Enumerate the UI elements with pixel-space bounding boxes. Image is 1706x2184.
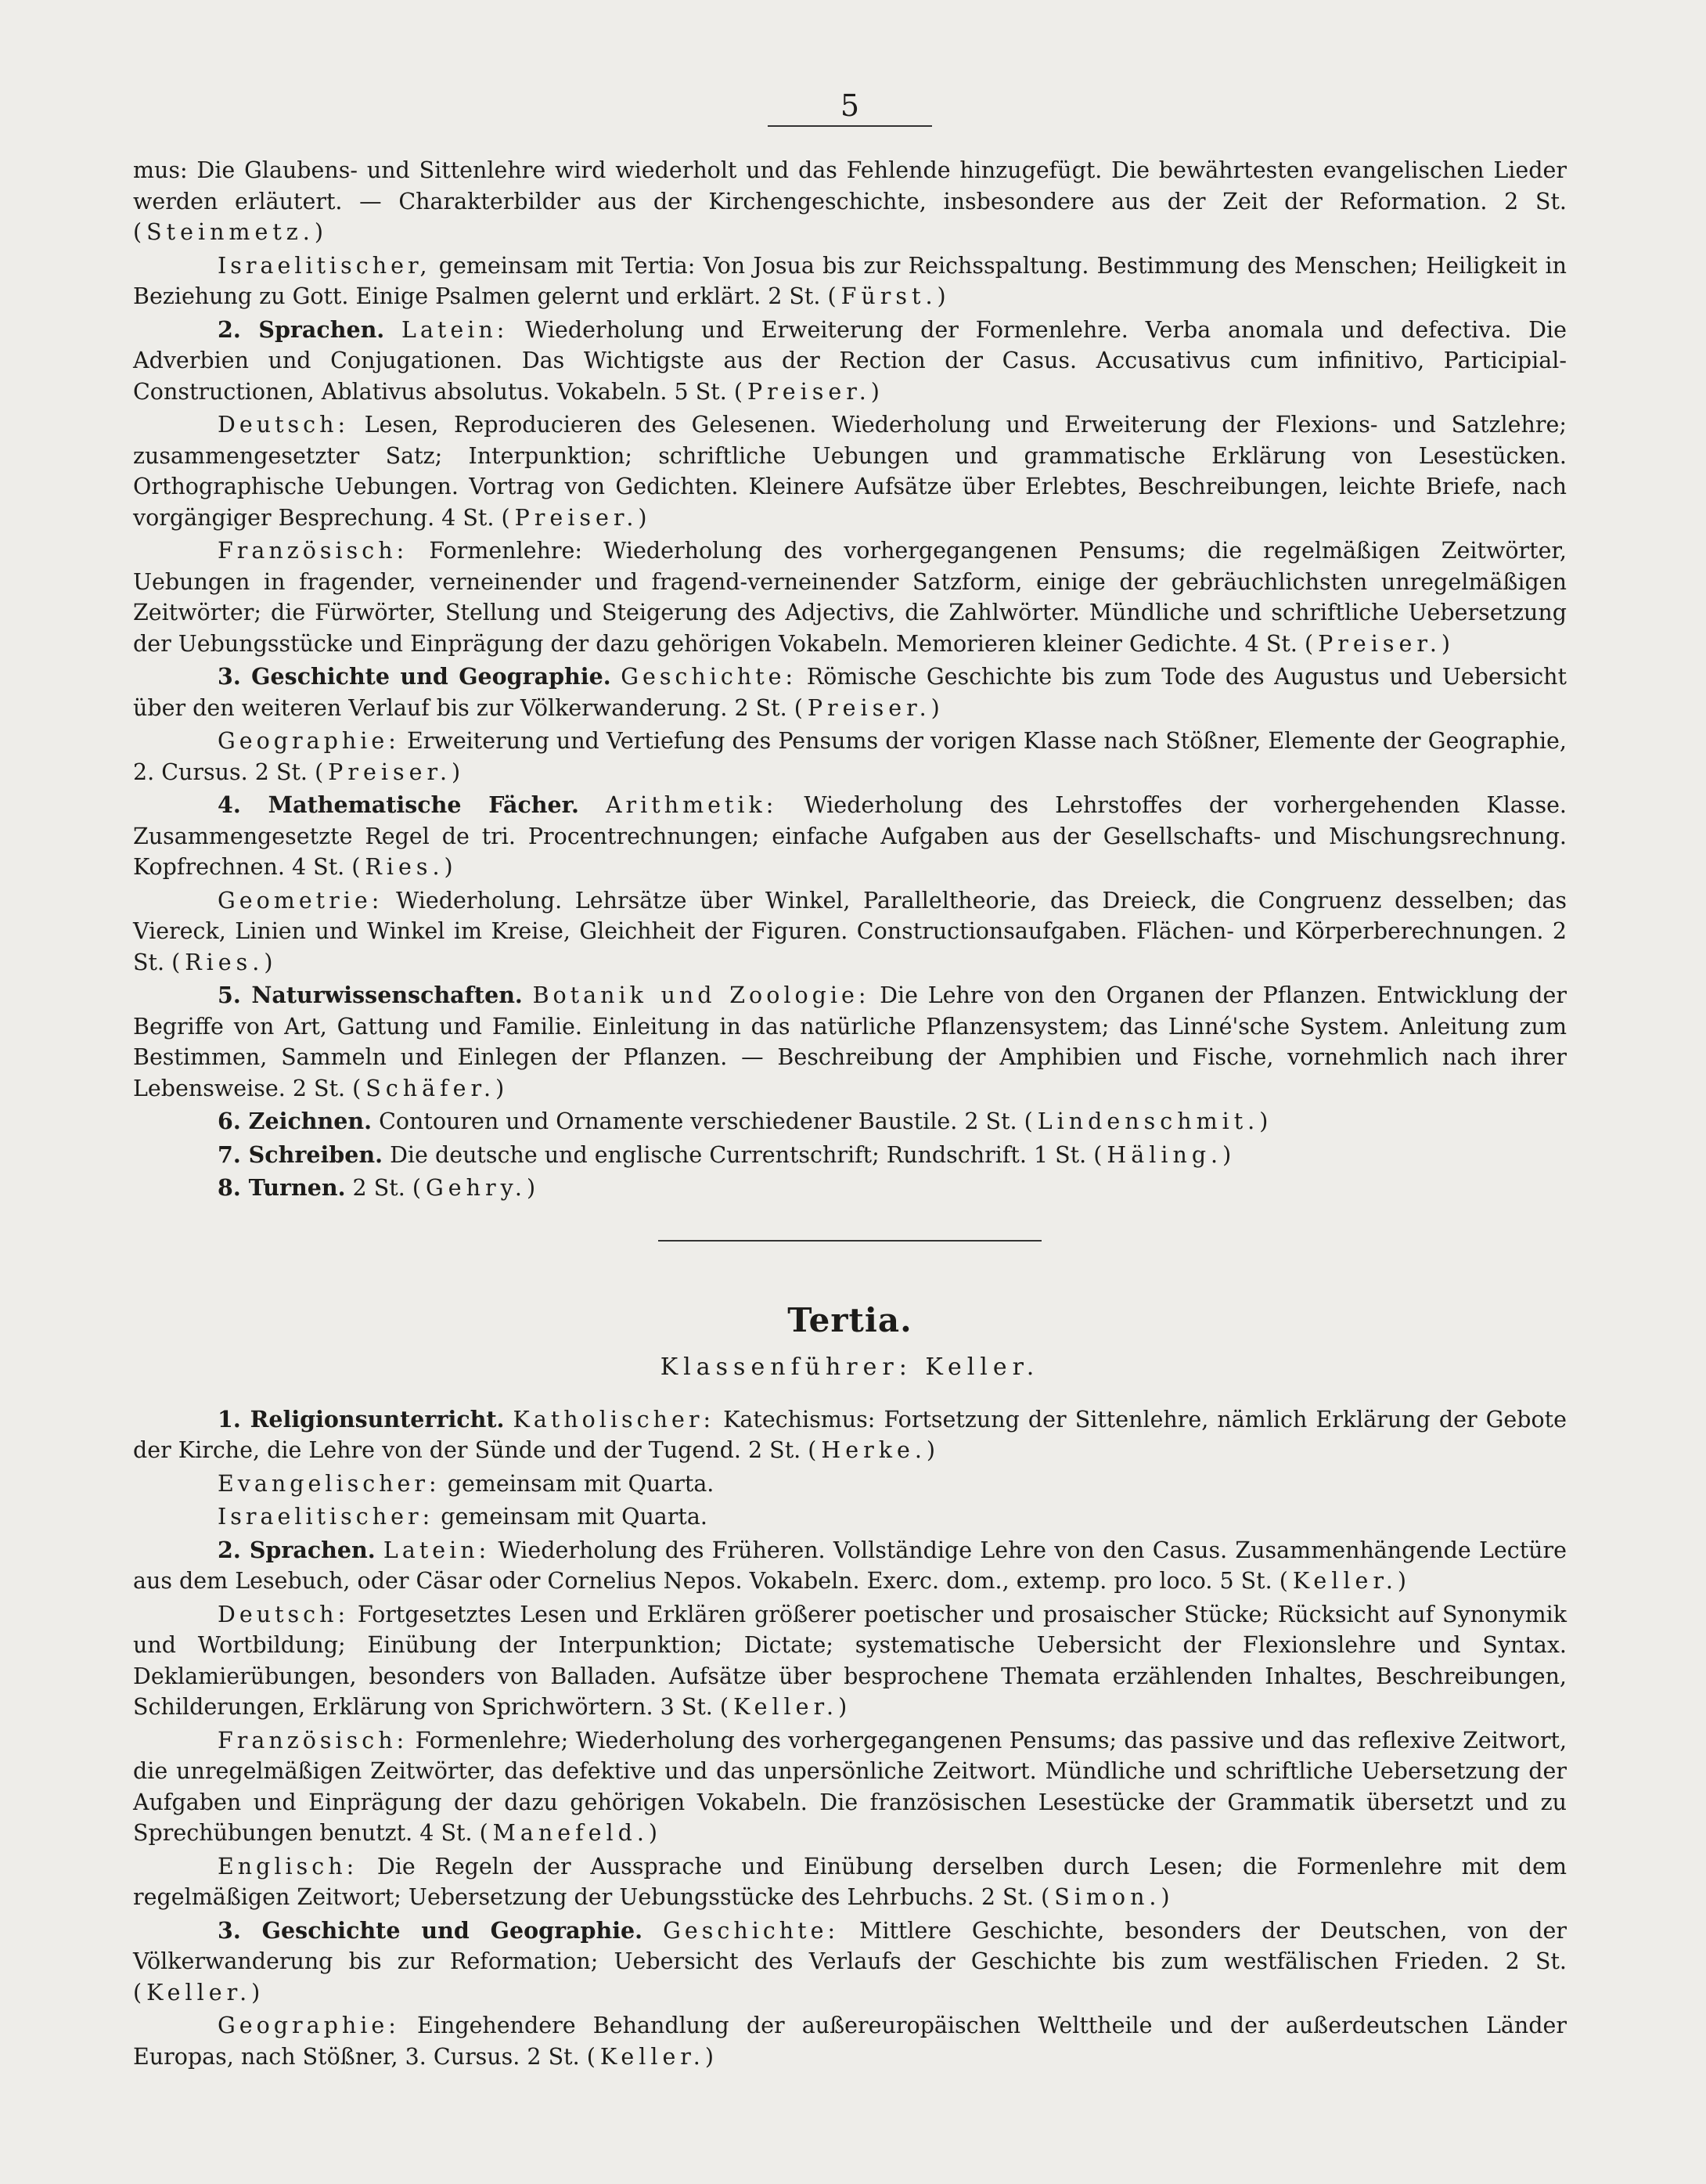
teacher-name: (Preiser.): [315, 759, 466, 785]
paragraph-text: 2 St.: [345, 1175, 412, 1201]
section-divider: [658, 1240, 1042, 1242]
subject-label: Englisch:: [218, 1853, 358, 1879]
section-heading: 1. Religionsunterricht.: [218, 1405, 505, 1433]
section-heading: 3. Geschichte und Geographie.: [218, 1916, 643, 1944]
teacher-name: (Schäfer.): [352, 1075, 509, 1101]
paragraph-text: gemeinsam mit Tertia: Von Josua bis zur Reichsspaltung. Bestimmung des Menschen; Heiligkeit in Beziehung zu Gott. Einige Psalmen gelernt und erklärt. 2 St.: [133, 252, 1567, 309]
section-heading: 7. Schreiben.: [218, 1141, 383, 1168]
teacher-name: (Simon.): [1041, 1884, 1175, 1910]
subject-label: Latein:: [401, 316, 509, 343]
religion-evangelischer-continued: [133, 155, 1567, 248]
paragraph-text: Römische Geschichte bis zum Tode des Augustus und Uebersicht über den weiteren Verlauf bis zur Völkerwanderung. 2 St.: [133, 664, 1567, 721]
sprachen-franzoesisch: [133, 1725, 1567, 1849]
arithmetik: [133, 790, 1567, 883]
section-heading: 4. Mathematische Fächer.: [218, 791, 579, 818]
sprachen-deutsch: [133, 409, 1567, 533]
section-heading: 6. Zeichnen.: [218, 1108, 373, 1134]
sprachen-latein: [133, 315, 1567, 408]
paragraph-text: Lesen, Reproducieren des Gelesenen. Wiederholung und Erweiterung der Flexions- und Satzlehre; zusammengesetzter Satz; Interpunktion; schriftliche Uebungen und grammatische Erklärung von Lesestücken. Orthographische Uebungen. Vortrag von Gedichten. Kleinere Aufsätze über Erlebtes, Beschreibungen, leichte Briefe, nach vorgängiger Besprechung. 4 St.: [133, 412, 1567, 531]
paragraph-text: Die deutsche und englische Currentschrift; Rundschrift. 1 St.: [383, 1141, 1094, 1168]
subject-label: Botanik und Zoologie:: [532, 982, 870, 1008]
geometrie: [133, 885, 1567, 978]
paragraph-text: Erweiterung und Vertiefung des Pensums der vorigen Klasse nach Stößner, Elemente der Geographie, 2. Cursus. 2 St.: [133, 728, 1567, 785]
class-leader: Klassenführer: Keller.: [660, 1353, 1040, 1381]
teacher-name: (Keller.): [133, 1979, 265, 2006]
teacher-name: (Keller.): [586, 2043, 718, 2070]
paragraph-text: mus: Die Glaubens- und Sittenlehre wird wiederholt und das Fehlende hinzugefügt. Die bewährtesten evangelischen Lieder werden erläutert. — Charakterbilder aus der Kirchengeschichte, insbesondere aus der Zeit der Reformation. 2 St.: [133, 157, 1567, 214]
subject-label: Geographie:: [218, 2013, 400, 2038]
page-number-rule: [768, 125, 932, 127]
paragraph-text: Eingehendere Behandlung der außereuropäischen Welttheile und der außerdeutschen Länder Europas, nach Stößner, 3. Cursus. 2 St.: [133, 2013, 1567, 2070]
paragraph-text: Fortgesetztes Lesen und Erklären größerer poetischer und prosaischer Stücke; Rücksicht auf Synonymik und Wortbildung; Einübung der Interpunktion; Dictate; systematische Uebersicht der Flexionslehre und Syntax. Deklamierübungen, besonders von Balladen. Aufsätze über besprochene Themata erzählenden Inhaltes, Beschreibungen, Schilderungen, Erklärung von Sprichwörtern. 3 St.: [133, 1601, 1567, 1720]
subject-label: Evangelischer:: [218, 1470, 441, 1497]
subject-label: Katholischer:: [513, 1406, 715, 1433]
geographie: [133, 2010, 1567, 2072]
paragraph-text: Die Regeln der Aussprache und Einübung derselben durch Lesen; die Formenlehre mit dem regelmäßigen Zeitwort; Uebersetzung der Uebungsstücke des Lehrbuchs. 2 St.: [133, 1853, 1567, 1910]
section-title: Tertia.: [787, 1300, 912, 1339]
geographie: [133, 726, 1567, 787]
teacher-name: (Lindenschmit.): [1024, 1108, 1273, 1134]
paragraph-text: Die Lehre von den Organen der Pflanzen. Entwicklung der Begriffe von Art, Gattung und Familie. Einleitung in das natürliche Pflanzensystem; das Linné'sche System. Anleitung zum Bestimmen, Sammeln und Einlegen der Pflanzen. — Beschreibung der Amphibien und Fische, vornehmlich nach ihrer Lebensweise. 2 St.: [133, 982, 1567, 1101]
paragraph-text: Contouren und Ornamente verschiedener Baustile. 2 St.: [372, 1108, 1024, 1134]
subject-label: Geschichte:: [663, 1917, 840, 1944]
teacher-name: (Preiser.): [1304, 630, 1456, 657]
subject-label: Arithmetik:: [605, 792, 778, 818]
paragraph-text: gemeinsam mit Quarta.: [434, 1504, 707, 1530]
turnen: [133, 1173, 1567, 1204]
paragraph-text: Wiederholung des Früheren. Vollständige Lehre von den Casus. Zusammenhängende Lectüre aus dem Lesebuch, oder Cäsar oder Cornelius Nepos. Vokabeln. Exerc. dom., extemp. pro loco. 5 St.: [133, 1537, 1567, 1594]
paragraph-text: Formenlehre: Wiederholung des vorhergegangenen Pensums; die regelmäßigen Zeitwörter, Uebungen in fragender, verneinender und fragend-verneinender Satzform, einige der gebräuchlichsten unregelmäßigen Zeitwörter; die Fürwörter, Stellung und Steigerung des Adjectivs, die Zahlwörter. Mündliche und schriftliche Uebersetzung der Uebungsstücke und Einprägung der dazu gehörigen Vokabeln. Memorieren kleiner Gedichte. 4 St.: [133, 538, 1567, 657]
teacher-name: (Ries.): [171, 949, 278, 975]
zeichnen: [133, 1106, 1567, 1137]
subject-label: Deutsch:: [218, 1601, 350, 1627]
teacher-name: (Häling.): [1093, 1141, 1236, 1168]
sprachen-franzoesisch: [133, 535, 1567, 659]
sprachen-latein: [133, 1535, 1567, 1597]
schreiben: [133, 1140, 1567, 1171]
teacher-name: (Herke.): [808, 1437, 941, 1463]
section-heading: 8. Turnen.: [218, 1174, 346, 1201]
paragraph-text: Katechismus: Fortsetzung der Sittenlehre, nämlich Erklärung der Gebote der Kirche, die Lehre von der Sünde und der Tugend. 2 St.: [133, 1406, 1567, 1463]
subject-label: Deutsch:: [218, 412, 350, 438]
geschichte: [133, 1916, 1567, 2009]
subject-label: Französisch:: [218, 1727, 409, 1753]
paragraph-text: Wiederholung. Lehrsätze über Winkel, Paralleltheorie, das Dreieck, die Congruenz desselben; das Viereck, Linien und Winkel im Kreise, Gleichheit der Figuren. Constructionsaufgaben. Flächen- und Körperberechnungen. 2 St.: [133, 887, 1567, 975]
subject-label: Geographie:: [218, 728, 400, 754]
paragraph-text: gemeinsam mit Quarta.: [440, 1470, 714, 1497]
teacher-name: (Preiser.): [794, 694, 945, 721]
teacher-name: (Steinmetz.): [133, 219, 328, 245]
subject-label: Französisch:: [218, 538, 409, 564]
section-heading: 5. Naturwissenschaften.: [218, 982, 523, 1008]
teacher-name: (Preiser.): [501, 504, 652, 531]
paragraph-text: Wiederholung des Lehrstoffes der vorhergehenden Klasse. Zusammengesetzte Regel de tri. Procentrechnungen; einfache Aufgaben aus der Gesellschafts- und Mischungsrechnung. Kopfrechnen. 4 St.: [133, 792, 1567, 880]
subject-label: Latein:: [383, 1537, 491, 1563]
page-number: 5: [840, 88, 860, 123]
subject-label: Israelitischer,: [218, 252, 431, 279]
sprachen-deutsch: [133, 1599, 1567, 1723]
naturwissenschaften: [133, 980, 1567, 1104]
teacher-name: (Ries.): [351, 854, 458, 880]
subject-label: Geometrie:: [218, 887, 383, 914]
religion-katholischer: [133, 1404, 1567, 1466]
paragraph-text: Formenlehre; Wiederholung des vorhergegangenen Pensums; das passive und das reflexive Zeitwort, die unregelmäßigen Zeitwörter, das defektive und das unpersönliche Zeitwort. Mündliche und schriftliche Uebersetzung der Aufgaben und Einprägung der dazu gehörigen Vokabeln. Die französischen Lesestücke der Grammatik übersetzt und zu Sprechübungen benutzt. 4 St.: [133, 1727, 1567, 1846]
teacher-name: (Gehry.): [412, 1175, 541, 1201]
teacher-name: (Fürst.): [827, 283, 951, 309]
section-heading: 2. Sprachen.: [218, 1536, 376, 1563]
religion-israelitischer: [133, 250, 1567, 312]
teacher-name: (Keller.): [1279, 1568, 1412, 1594]
subject-label: Israelitischer:: [218, 1504, 434, 1530]
section-heading: 3. Geschichte und Geographie.: [218, 663, 611, 690]
teacher-name: (Preiser.): [733, 378, 884, 405]
sprachen-englisch: [133, 1851, 1567, 1913]
religion-evangelischer: [133, 1469, 1567, 1500]
paragraph-text: Mittlere Geschichte, besonders der Deutschen, von der Völkerwanderung bis zur Reformation; Uebersicht des Verlaufs der Geschichte bis zum westfälischen Frieden. 2 St.: [133, 1917, 1567, 1974]
geschichte: [133, 661, 1567, 723]
teacher-name: (Keller.): [719, 1694, 852, 1720]
teacher-name: (Manefeld.): [479, 1820, 663, 1846]
religion-israelitischer: [133, 1501, 1567, 1533]
subject-label: Geschichte:: [621, 664, 797, 690]
section-heading: 2. Sprachen.: [218, 315, 385, 343]
paragraph-text: Wiederholung und Erweiterung der Formenlehre. Verba anomala und defectiva. Die Adverbien und Conjugationen. Das Wichtigste aus der Rection der Casus. Accusativus cum infinitivo, Participial-Constructionen, Ablativus absolutus. Vokabeln. 5 St.: [133, 316, 1567, 405]
